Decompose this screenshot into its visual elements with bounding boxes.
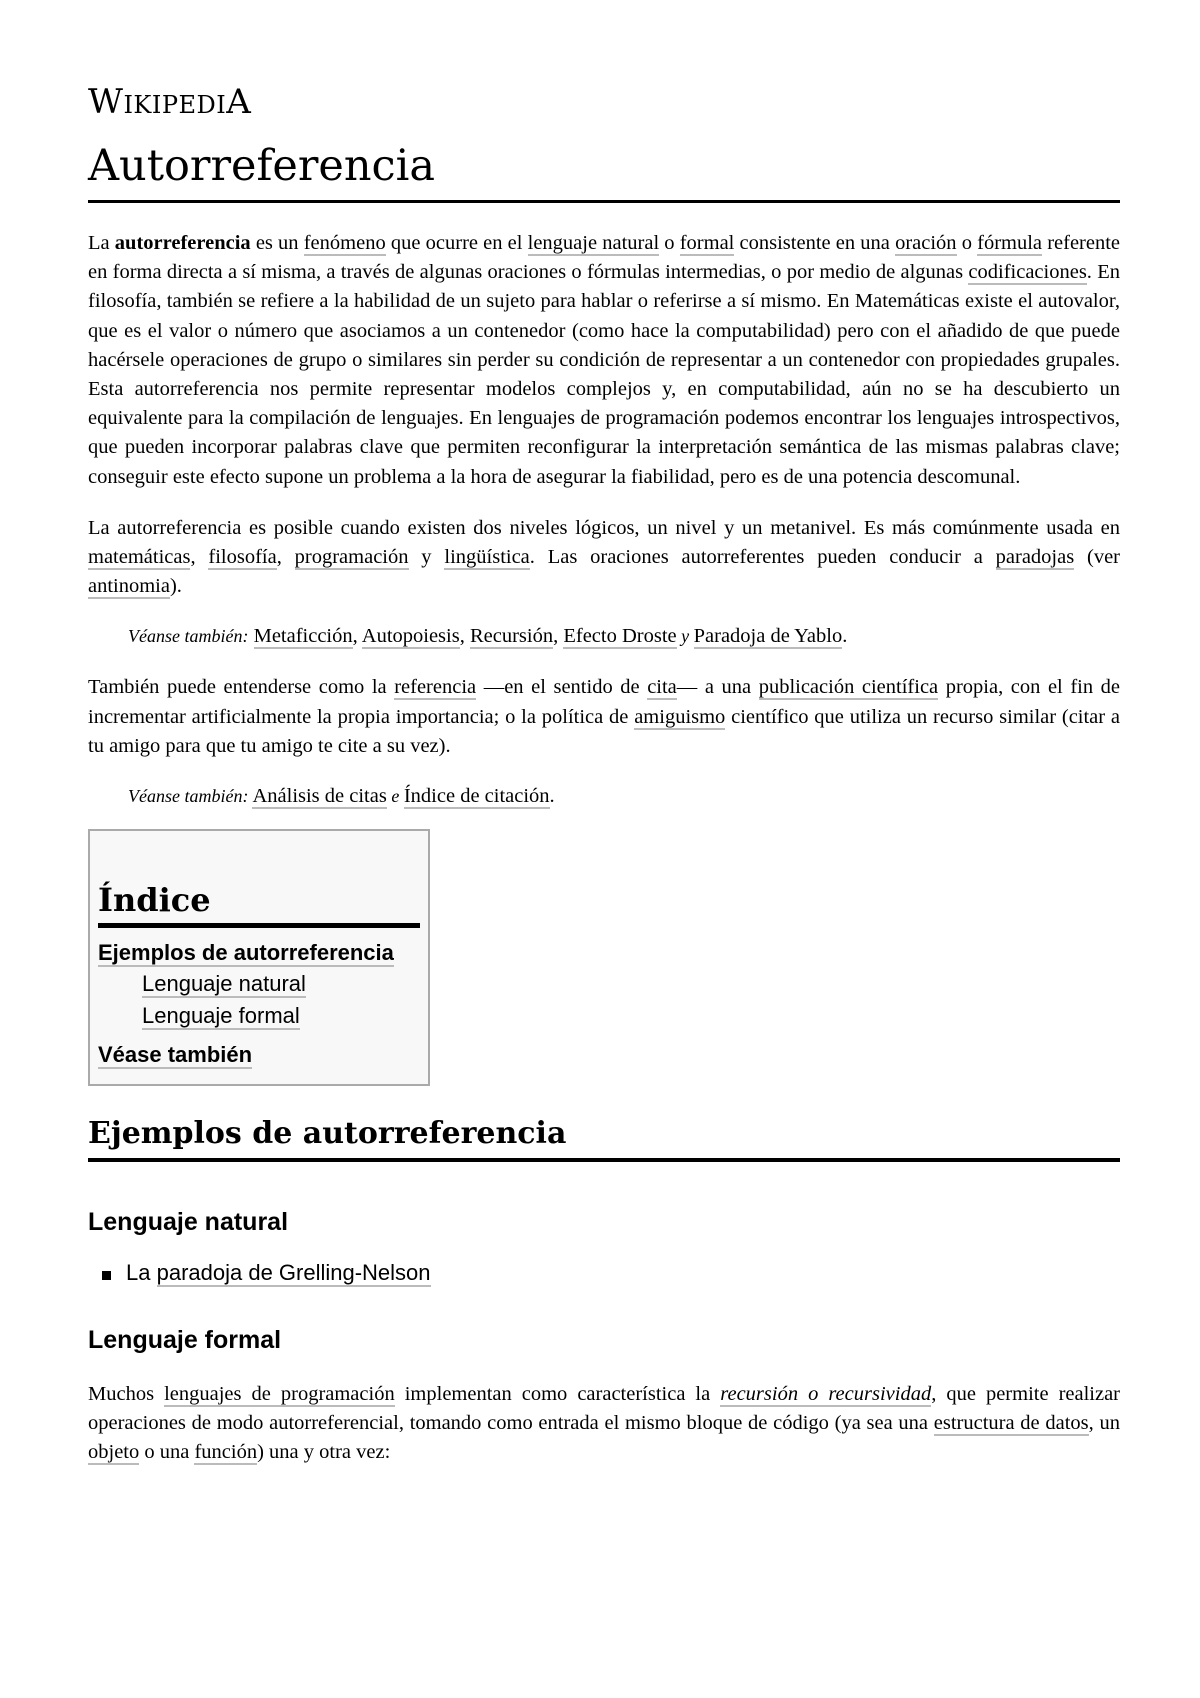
- link-lenguaje-natural[interactable]: lenguaje natural: [527, 232, 660, 254]
- link-fenomeno[interactable]: fenómeno: [303, 232, 386, 254]
- link-linguistica[interactable]: lingüística: [444, 546, 530, 569]
- link-amiguismo[interactable]: amiguismo: [634, 705, 726, 728]
- see-also-note-1: Véanse también: Metaficción, Autopoiesis, Recursión, Efecto Droste y Paradoja de Yablo.: [128, 625, 848, 648]
- bold-term: autorreferencia: [114, 232, 251, 254]
- link-estructura-datos[interactable]: estructura de datos: [933, 1412, 1089, 1435]
- toc-item: [98, 938, 420, 968]
- link-autopoiesis[interactable]: Autopoiesis: [361, 625, 460, 648]
- link-antinomia[interactable]: antinomia: [88, 575, 170, 598]
- link-oracion[interactable]: oración: [895, 232, 957, 254]
- link-filosofia[interactable]: filosofía: [208, 546, 277, 569]
- link-recursion[interactable]: Recursión: [469, 625, 554, 648]
- logo-letter-a: A: [226, 82, 252, 122]
- list-item: La paradoja de Grelling-Nelson: [88, 1258, 1120, 1288]
- subsection-heading: Lenguaje formal: [88, 1326, 282, 1355]
- toc-item: [98, 968, 420, 1000]
- toc-link-vease-tambien[interactable]: Véase también: [98, 1042, 253, 1068]
- see-also-label: Véanse también:: [128, 626, 249, 647]
- article: [88, 80, 1120, 1468]
- toc-link-ejemplos[interactable]: Ejemplos de autorreferencia: [98, 940, 394, 966]
- link-matematicas[interactable]: matemáticas: [88, 546, 191, 569]
- toc-item: [98, 1000, 420, 1032]
- table-of-contents: [88, 829, 430, 1086]
- link-indice-citacion[interactable]: Índice de citación: [403, 785, 550, 808]
- paragraph-3: También puede entenderse como la referencia —en el sentido de cita— a una publicación científica propia, con el fin de incrementar artificialmente la propia importancia; o la política de amiguismo científico que utiliza un recurso similar (citar a tu amigo para que tu amigo te cite a su vez).: [88, 676, 1121, 757]
- bullet-list: [88, 1258, 1120, 1288]
- see-also-note-2: Véanse también: Análisis de citas e Índice de citación.: [128, 785, 555, 808]
- wikipedia-logo[interactable]: [88, 80, 1120, 124]
- link-funcion[interactable]: función: [194, 1441, 258, 1464]
- subsection-heading: Lenguaje natural: [88, 1208, 289, 1237]
- link-paradoja-grelling-nelson[interactable]: paradoja de Grelling-Nelson: [156, 1260, 431, 1286]
- toc-link-lenguaje-formal[interactable]: Lenguaje formal: [142, 1003, 300, 1029]
- section-heading: Ejemplos de autorreferencia: [88, 1114, 1120, 1162]
- link-formal[interactable]: formal: [679, 232, 735, 254]
- logo-letter-w: W: [88, 82, 124, 122]
- link-codificaciones[interactable]: codificaciones: [968, 261, 1087, 284]
- toc-link-lenguaje-natural[interactable]: Lenguaje natural: [142, 971, 306, 997]
- bullet-square-icon: [102, 1271, 111, 1280]
- link-lenguajes-programacion[interactable]: lenguajes de programación: [164, 1383, 395, 1406]
- link-cita[interactable]: cita: [647, 676, 677, 699]
- link-recursion-recursividad[interactable]: recursión o recursividad: [720, 1383, 932, 1406]
- toc-title: Índice: [98, 841, 420, 928]
- link-publicacion-cientifica[interactable]: publicación científica: [758, 676, 939, 699]
- link-objeto[interactable]: objeto: [88, 1441, 140, 1464]
- page-title: Autorreferencia: [88, 140, 1120, 203]
- link-paradojas[interactable]: paradojas: [995, 546, 1075, 569]
- link-efecto-droste[interactable]: Efecto Droste: [563, 625, 677, 648]
- link-programacion[interactable]: programación: [294, 546, 409, 569]
- link-analisis-citas[interactable]: Análisis de citas: [252, 785, 387, 808]
- link-paradoja-yablo[interactable]: Paradoja de Yablo: [693, 625, 843, 648]
- paragraph-formal: Muchos lenguajes de programación implementan como característica la recursión o recursividad, que permite realizar operaciones de modo autorreferencial, tomando como entrada el mismo bloque de código (ya sea una estructura de datos, un objeto o una función) una y otra vez:: [88, 1383, 1121, 1464]
- link-metaficcion[interactable]: Metaficción: [253, 625, 353, 648]
- link-referencia[interactable]: referencia: [394, 676, 477, 699]
- paragraph-2: La autorreferencia es posible cuando existen dos niveles lógicos, un nivel y un metanivel. Es más comúnmente usada en matemáticas, filosofía, programación y lingüística. Las oraciones autorreferentes pueden conducir a paradojas (ver antinomia).: [88, 516, 1120, 598]
- logo-letters-middle: IKIPEDI: [123, 91, 227, 119]
- toc-item: [98, 1040, 420, 1070]
- see-also-label: Véanse también:: [128, 786, 249, 807]
- intro-paragraph: La autorreferencia es un fenómeno que ocurre en el lenguaje natural o formal consistente en una oración o fórmula referente en forma directa a sí misma, a través de algunas oraciones o fórmulas intermedias, o por medio de algunas codificaciones. En filosofía, también se refiere a la habilidad de un sujeto para hablar o referirse a sí mismo. En Matemáticas existe el autovalor, que es el valor o número que asociamos a un contenedor (como hace la computabilidad) pero con el añadido de que puede hacérsele operaciones de grupo o similares sin perder su condición de representar a un contenedor con propiedades grupales. Esta autorreferencia nos permite representar modelos complejos y, en computabilidad, aún no se ha descubierto un equivalente para la compilación de lenguajes. En lenguajes de programación podemos encontrar los lenguajes introspectivos, que pueden incorporar palabras clave que permiten reconfigurar la interpretación semántica de las mismas palabras clave; conseguir este efecto supone un problema a la hora de asegurar la fiabilidad, pero es de una potencia descomunal.: [88, 232, 1121, 488]
- link-formula[interactable]: fórmula: [977, 232, 1043, 254]
